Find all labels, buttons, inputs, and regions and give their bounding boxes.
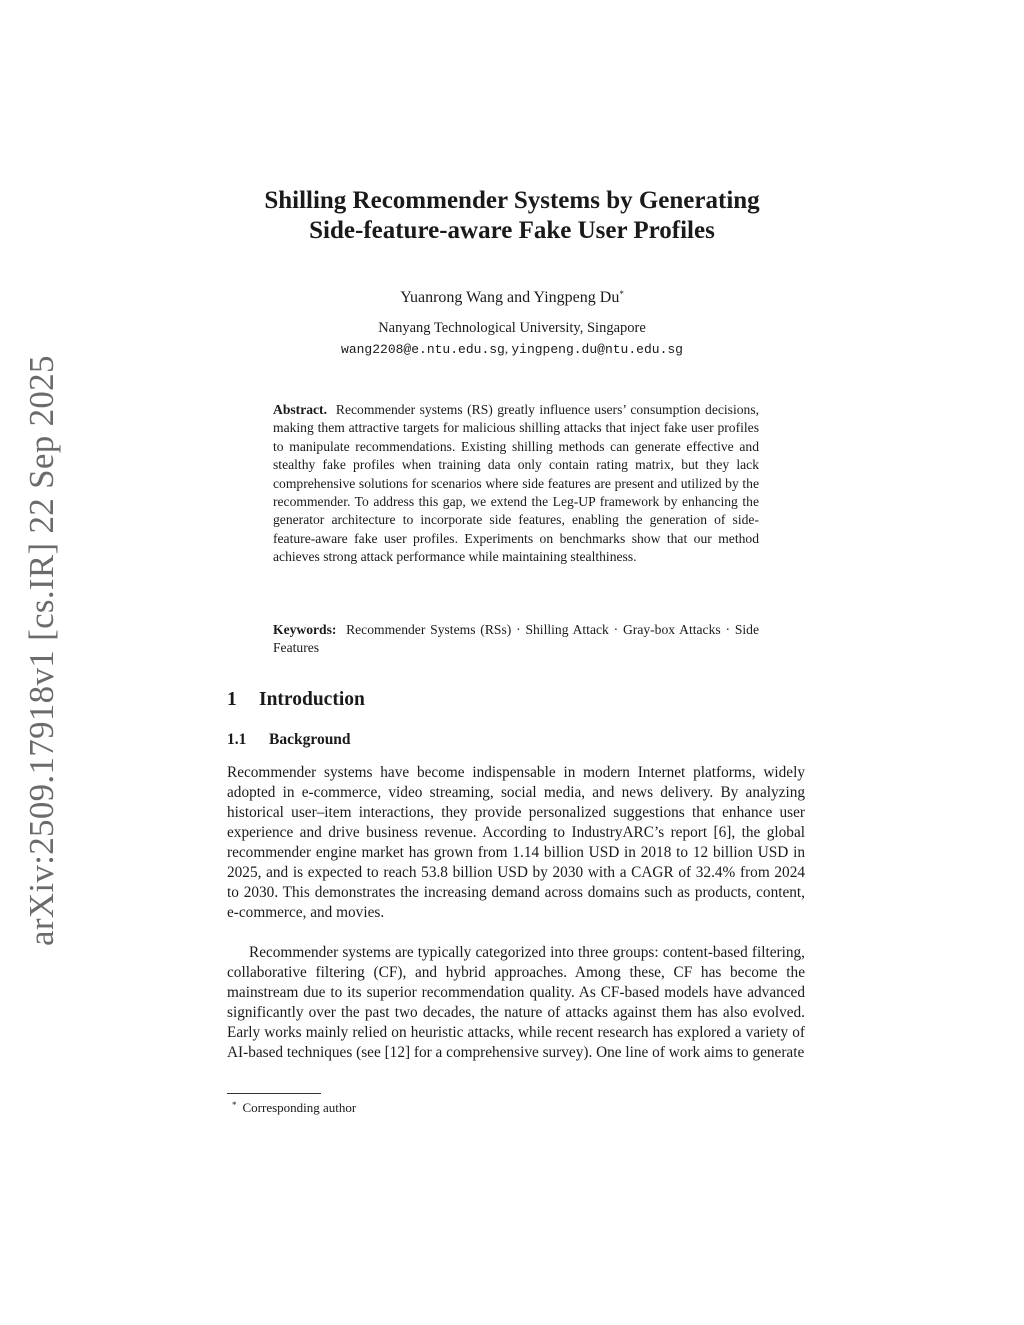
keywords-text: Recommender Systems (RSs) · Shilling Attack · Gray-box Attacks · Side Features — [273, 622, 759, 656]
arxiv-identifier-stamp: arXiv:2509.17918v1 [cs.IR] 22 Sep 2025 — [22, 355, 61, 946]
footnote — [232, 1096, 356, 1117]
footnote-rule — [227, 1093, 321, 1094]
section-heading-introduction — [227, 688, 365, 712]
section-number: 1 — [227, 689, 237, 710]
abstract-label: Abstract. — [273, 402, 327, 417]
corresponding-author-mark: * — [619, 289, 624, 299]
subsection-title: Background — [269, 731, 351, 748]
subsection-number: 1.1 — [227, 731, 247, 748]
email-wang[interactable]: wang2208@e.ntu.edu.sg — [341, 342, 505, 357]
title-line-2: Side-feature-aware Fake User Profiles — [309, 217, 715, 244]
author-names: Yuanrong Wang and Yingpeng Du — [400, 289, 620, 306]
footnote-mark: * — [232, 1100, 237, 1110]
abstract-text: Recommender systems (RS) greatly influence users’ consumption decisions, making them attractive targets for malicious shilling attacks that inject fake user profiles to manipulate recommendations. Existing shilling methods can generate effective and stealthy fake profiles when training data only contain rating matrix, but they lack comprehensive solutions for scenarios where side features are present and utilized by the recommender. To address this gap, we extend the Leg-UP framework by enhancing the generator architecture to incorporate side features, enabling the generation of side-feature-aware fake user profiles. Experiments on benchmarks show that our method achieves strong attack performance while maintaining stealthiness. — [273, 402, 760, 565]
email-du[interactable]: yingpeng.du@ntu.edu.sg — [511, 342, 683, 357]
affiliation: Nanyang Technological University, Singapore — [378, 320, 646, 336]
footnote-text: Corresponding author — [242, 1100, 357, 1115]
keywords-label: Keywords: — [273, 622, 337, 637]
body-paragraph-2: Recommender systems are typically categorized into three groups: content-based filtering, collaborative filtering (CF), and hybrid approaches. Among these, CF has become the mainstream due to its superior recommendation quality. As CF-based models have advanced significantly over the past two decades, the nature of attacks against them has also evolved. Early works mainly relied on heuristic attacks, while recent research has explored a variety of AI-based techniques (see [12] for a comprehensive survey). One line of work aims to generate — [227, 944, 805, 1061]
title-line-1: Shilling Recommender Systems by Generating — [264, 187, 760, 214]
subsection-heading-background — [227, 730, 351, 750]
section-title: Introduction — [259, 689, 365, 710]
body-paragraph-1: Recommender systems have become indispensable in modern Internet platforms, widely adopted in e-commerce, video streaming, social media, and news delivery. By analyzing historical user–item interactions, they provide personalized suggestions that enhance user experience and drive business revenue. According to IndustryARC’s report [6], the global recommender engine market has grown from 1.14 billion USD in 2018 to 12 billion USD in 2025, and is expected to reach 53.8 billion USD by 2030 with a CAGR of 32.4% from 2024 to 2030. This demonstrates the increasing demand across domains such as products, content, e-commerce, and movies. — [227, 764, 805, 921]
keywords-block — [273, 621, 759, 658]
author-emails — [0, 339, 1024, 360]
author-list — [0, 283, 1024, 309]
paper-title — [0, 186, 1024, 246]
abstract-block — [273, 401, 759, 567]
email-separator: , — [504, 341, 512, 356]
